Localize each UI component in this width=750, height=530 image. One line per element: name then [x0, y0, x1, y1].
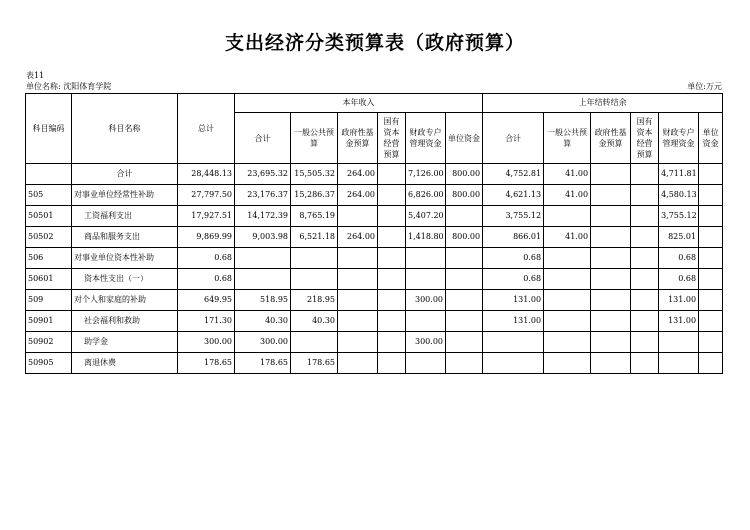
unit-label: 单位:万元	[687, 82, 722, 91]
cell-c-sum: 518.95	[235, 290, 291, 311]
cell-p-sum: 131.00	[483, 290, 544, 311]
table-row	[26, 206, 723, 227]
cell-c-public: 40.30	[291, 311, 338, 332]
cell-p-fund	[591, 164, 631, 185]
cell-c-state	[378, 269, 406, 290]
cell-p-fund	[591, 269, 631, 290]
table-row	[26, 269, 723, 290]
cell-c-finance: 7,126.00	[406, 164, 446, 185]
cell-p-state	[631, 206, 659, 227]
cell-total: 0.68	[178, 269, 235, 290]
cell-c-unit	[446, 290, 483, 311]
cell-c-sum: 40.30	[235, 311, 291, 332]
cell-p-sum: 4,752.81	[483, 164, 544, 185]
cell-c-state	[378, 311, 406, 332]
cell-c-public: 15,286.37	[291, 185, 338, 206]
cell-c-fund	[338, 353, 378, 374]
cell-p-fund	[591, 227, 631, 248]
cell-c-public	[291, 269, 338, 290]
cell-total: 9,869.99	[178, 227, 235, 248]
cell-p-finance: 4,580.13	[659, 185, 699, 206]
cell-total: 0.68	[178, 248, 235, 269]
table-row	[26, 227, 723, 248]
header-c-unit: 单位资金	[446, 113, 483, 164]
cell-p-finance: 131.00	[659, 290, 699, 311]
cell-c-unit: 800.00	[446, 164, 483, 185]
cell-c-state	[378, 185, 406, 206]
cell-code: 50501	[26, 206, 72, 227]
cell-p-state	[631, 332, 659, 353]
cell-name: 助学金	[72, 332, 178, 353]
cell-p-state	[631, 185, 659, 206]
header-code: 科目编码	[26, 94, 72, 164]
cell-p-fund	[591, 353, 631, 374]
cell-c-public: 15,505.32	[291, 164, 338, 185]
cell-c-sum: 23,695.32	[235, 164, 291, 185]
cell-p-unit	[699, 227, 723, 248]
cell-code: 505	[26, 185, 72, 206]
cell-p-sum	[483, 332, 544, 353]
cell-c-sum: 300.00	[235, 332, 291, 353]
cell-total: 178.65	[178, 353, 235, 374]
cell-c-fund	[338, 248, 378, 269]
cell-name: 合计	[72, 164, 178, 185]
cell-c-finance: 6,826.00	[406, 185, 446, 206]
cell-c-state	[378, 164, 406, 185]
cell-p-finance: 4,711.81	[659, 164, 699, 185]
cell-p-finance: 825.01	[659, 227, 699, 248]
cell-c-unit	[446, 269, 483, 290]
cell-name: 资本性支出（一）	[72, 269, 178, 290]
cell-c-state	[378, 332, 406, 353]
unit-name: 单位名称: 沈阳体育学院	[26, 82, 112, 91]
table-row	[26, 353, 723, 374]
header-c-sum: 合计	[235, 113, 291, 164]
header-c-fund: 政府性基金预算	[338, 113, 378, 164]
cell-p-finance: 0.68	[659, 269, 699, 290]
cell-c-fund	[338, 269, 378, 290]
table-number: 表11	[26, 71, 45, 80]
cell-c-unit	[446, 206, 483, 227]
header-c-public: 一般公共预算	[291, 113, 338, 164]
cell-code: 506	[26, 248, 72, 269]
cell-p-unit	[699, 332, 723, 353]
cell-c-finance	[406, 353, 446, 374]
cell-c-state	[378, 290, 406, 311]
cell-c-finance	[406, 311, 446, 332]
cell-name: 离退休费	[72, 353, 178, 374]
header-c-state: 国有资本经营预算	[378, 113, 406, 164]
cell-c-public: 218.95	[291, 290, 338, 311]
cell-name: 对事业单位资本性补助	[72, 248, 178, 269]
cell-p-public: 41.00	[544, 227, 591, 248]
cell-p-public	[544, 311, 591, 332]
table-row	[26, 311, 723, 332]
cell-p-unit	[699, 185, 723, 206]
table-row	[26, 248, 723, 269]
cell-c-sum: 23,176.37	[235, 185, 291, 206]
cell-p-state	[631, 164, 659, 185]
cell-p-sum: 3,755.12	[483, 206, 544, 227]
cell-c-public	[291, 332, 338, 353]
cell-code	[26, 164, 72, 185]
cell-c-finance: 1,418.80	[406, 227, 446, 248]
cell-p-fund	[591, 332, 631, 353]
cell-name: 商品和服务支出	[72, 227, 178, 248]
header-p-finance: 财政专户管理资金	[659, 113, 699, 164]
cell-c-unit	[446, 353, 483, 374]
cell-p-unit	[699, 248, 723, 269]
cell-c-state	[378, 248, 406, 269]
cell-total: 300.00	[178, 332, 235, 353]
cell-p-public	[544, 332, 591, 353]
cell-p-fund	[591, 185, 631, 206]
cell-name: 工资福利支出	[72, 206, 178, 227]
cell-c-fund	[338, 311, 378, 332]
table-row	[26, 185, 723, 206]
cell-c-fund: 264.00	[338, 164, 378, 185]
cell-c-sum	[235, 248, 291, 269]
cell-c-unit: 800.00	[446, 185, 483, 206]
cell-c-finance: 300.00	[406, 290, 446, 311]
cell-total: 17,927.51	[178, 206, 235, 227]
cell-c-fund: 264.00	[338, 227, 378, 248]
cell-code: 50601	[26, 269, 72, 290]
cell-p-finance	[659, 332, 699, 353]
cell-c-sum: 9,003.98	[235, 227, 291, 248]
cell-c-public: 8,765.19	[291, 206, 338, 227]
cell-p-sum: 131.00	[483, 311, 544, 332]
header-total: 总计	[178, 94, 235, 164]
cell-p-sum: 866.01	[483, 227, 544, 248]
header-p-state: 国有资本经营预算	[631, 113, 659, 164]
table-row	[26, 164, 723, 185]
cell-p-sum: 4,621.13	[483, 185, 544, 206]
cell-p-finance	[659, 353, 699, 374]
header-c-finance: 财政专户管理资金	[406, 113, 446, 164]
cell-total: 171.30	[178, 311, 235, 332]
cell-c-sum: 14,172.39	[235, 206, 291, 227]
header-p-unit: 单位资金	[699, 113, 723, 164]
cell-c-state	[378, 206, 406, 227]
cell-c-finance: 5,407.20	[406, 206, 446, 227]
cell-p-public: 41.00	[544, 185, 591, 206]
cell-c-unit	[446, 332, 483, 353]
cell-code: 50901	[26, 311, 72, 332]
cell-c-finance	[406, 269, 446, 290]
cell-p-state	[631, 353, 659, 374]
table-row	[26, 290, 723, 311]
cell-c-unit: 800.00	[446, 227, 483, 248]
cell-p-sum	[483, 353, 544, 374]
cell-p-public	[544, 269, 591, 290]
cell-p-finance: 0.68	[659, 248, 699, 269]
cell-p-state	[631, 227, 659, 248]
cell-p-public: 41.00	[544, 164, 591, 185]
cell-c-fund	[338, 290, 378, 311]
cell-p-unit	[699, 353, 723, 374]
cell-c-fund	[338, 332, 378, 353]
cell-c-finance: 300.00	[406, 332, 446, 353]
cell-p-fund	[591, 311, 631, 332]
cell-c-fund: 264.00	[338, 185, 378, 206]
header-current-income: 本年收入	[235, 94, 483, 113]
cell-c-state	[378, 353, 406, 374]
cell-p-sum: 0.68	[483, 269, 544, 290]
cell-c-state	[378, 227, 406, 248]
header-row-1	[26, 94, 723, 113]
cell-c-sum: 178.65	[235, 353, 291, 374]
cell-c-public	[291, 248, 338, 269]
cell-c-unit	[446, 311, 483, 332]
cell-name: 对个人和家庭的补助	[72, 290, 178, 311]
cell-c-fund	[338, 206, 378, 227]
cell-code: 50905	[26, 353, 72, 374]
cell-p-unit	[699, 290, 723, 311]
header-p-fund: 政府性基金预算	[591, 113, 631, 164]
header-name: 科目名称	[72, 94, 178, 164]
cell-c-finance	[406, 248, 446, 269]
cell-c-sum	[235, 269, 291, 290]
cell-total: 27,797.50	[178, 185, 235, 206]
cell-code: 50902	[26, 332, 72, 353]
cell-p-public	[544, 248, 591, 269]
cell-p-finance: 131.00	[659, 311, 699, 332]
cell-name: 对事业单位经常性补助	[72, 185, 178, 206]
cell-p-state	[631, 311, 659, 332]
cell-name: 社会福利和救助	[72, 311, 178, 332]
cell-p-state	[631, 248, 659, 269]
cell-p-unit	[699, 269, 723, 290]
cell-p-public	[544, 206, 591, 227]
table-row	[26, 332, 723, 353]
cell-total: 649.95	[178, 290, 235, 311]
cell-p-fund	[591, 206, 631, 227]
cell-p-unit	[699, 164, 723, 185]
cell-c-unit	[446, 248, 483, 269]
header-p-sum: 合计	[483, 113, 544, 164]
cell-p-unit	[699, 206, 723, 227]
cell-c-public: 178.65	[291, 353, 338, 374]
cell-p-state	[631, 269, 659, 290]
cell-p-unit	[699, 311, 723, 332]
cell-code: 50502	[26, 227, 72, 248]
page-title: 支出经济分类预算表（政府预算）	[224, 32, 525, 54]
cell-p-finance: 3,755.12	[659, 206, 699, 227]
header-p-public: 一般公共预算	[544, 113, 591, 164]
cell-p-fund	[591, 290, 631, 311]
cell-code: 509	[26, 290, 72, 311]
cell-p-public	[544, 290, 591, 311]
cell-total: 28,448.13	[178, 164, 235, 185]
cell-p-public	[544, 353, 591, 374]
header-carryover: 上年结转结余	[483, 94, 723, 113]
cell-p-state	[631, 290, 659, 311]
cell-p-fund	[591, 248, 631, 269]
cell-c-public: 6,521.18	[291, 227, 338, 248]
budget-table	[25, 93, 723, 374]
cell-p-sum: 0.68	[483, 248, 544, 269]
